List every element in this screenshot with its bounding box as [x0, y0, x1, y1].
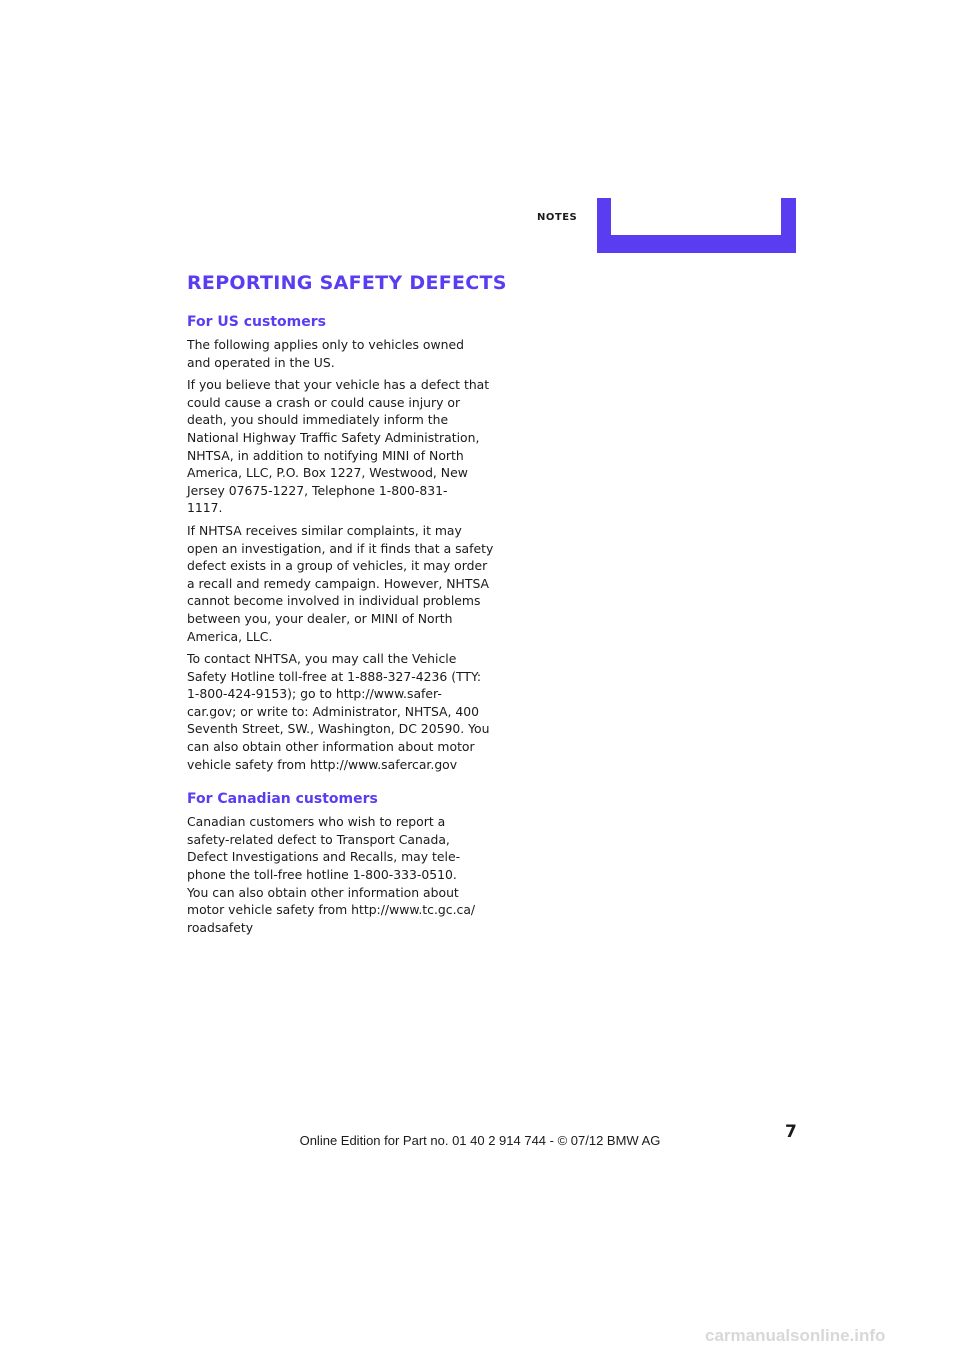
section-canadian-customers: [187, 791, 482, 936]
text-line: If NHTSA receives similar complaints, it may: [187, 522, 462, 538]
text-line: safety-related defect to Transport Canada,: [187, 831, 450, 847]
page-number: 7: [785, 1122, 797, 1142]
paragraph: [187, 650, 490, 773]
section-label: NOTES: [537, 212, 578, 223]
text-line: Safety Hotline toll-free at 1-888-327-4236 (TTY:: [187, 668, 482, 684]
section-heading-canada: For Canadian customers: [187, 791, 378, 808]
text-line: a recall and remedy campaign. However, NHTSA: [187, 575, 490, 591]
text-line: roadsafety: [187, 919, 254, 935]
paragraph: [187, 813, 482, 936]
section-heading-us: For US customers: [187, 314, 326, 330]
text-line: motor vehicle safety from http://www.tc.gc.ca/: [187, 902, 476, 918]
paragraph: [187, 522, 494, 645]
text-line: You can also obtain other information about: [187, 884, 459, 900]
text-line: 1117.: [187, 500, 223, 516]
text-line: The following applies only to vehicles owned: [187, 337, 464, 352]
text-line: Jersey 07675-1227, Telephone 1-800-831-: [187, 482, 448, 498]
paragraph: [187, 336, 482, 371]
watermark: carmanualsonline.info: [705, 1326, 886, 1345]
text-line: Canadian customers who wish to report a: [187, 814, 446, 830]
text-line: To contact NHTSA, you may call the Vehicle: [187, 651, 457, 667]
text-line: cannot become involved in individual problems: [187, 593, 481, 609]
text-line: America, LLC.: [187, 628, 273, 644]
text-line: car.gov; or write to: Administrator, NHTSA, 400: [187, 703, 480, 719]
text-line: between you, your dealer, or MINI of North: [187, 610, 453, 626]
page-title: REPORTING SAFETY DEFECTS: [187, 272, 507, 294]
main-content: [187, 272, 507, 941]
text-line: Defect Investigations and Recalls, may tele-: [187, 849, 461, 865]
text-line: Seventh Street, SW., Washington, DC 20590. You: [187, 721, 490, 737]
text-line: defect exists in a group of vehicles, it may order: [187, 558, 488, 574]
text-line: America, LLC, P.O. Box 1227, Westwood, New: [187, 465, 468, 481]
footer-edition-note: Online Edition for Part no. 01 40 2 914 744 - © 07/12 BMW AG: [299, 1133, 661, 1148]
section-tab-marker-inner: [611, 198, 781, 235]
text-line: National Highway Traffic Safety Administration,: [187, 429, 480, 445]
paragraph: [187, 376, 490, 517]
text-line: If you believe that your vehicle has a defect that: [187, 377, 490, 393]
text-line: phone the toll-free hotline 1-800-333-0510.: [187, 867, 457, 883]
text-line: vehicle safety from http://www.safercar.gov: [187, 756, 458, 772]
text-line: death, you should immediately inform the: [187, 412, 449, 428]
text-line: NHTSA, in addition to notifying MINI of North: [187, 447, 464, 463]
section-us-customers: [187, 314, 494, 773]
text-line: and operated in the US.: [187, 354, 335, 370]
text-line: could cause a crash or could cause injury or: [187, 394, 461, 410]
text-line: 1-800-424-9153); go to http://www.safer-: [187, 686, 442, 702]
text-line: open an investigation, and if it finds that a safety: [187, 540, 494, 556]
section-spacer: [187, 778, 482, 791]
text-line: can also obtain other information about motor: [187, 739, 475, 755]
